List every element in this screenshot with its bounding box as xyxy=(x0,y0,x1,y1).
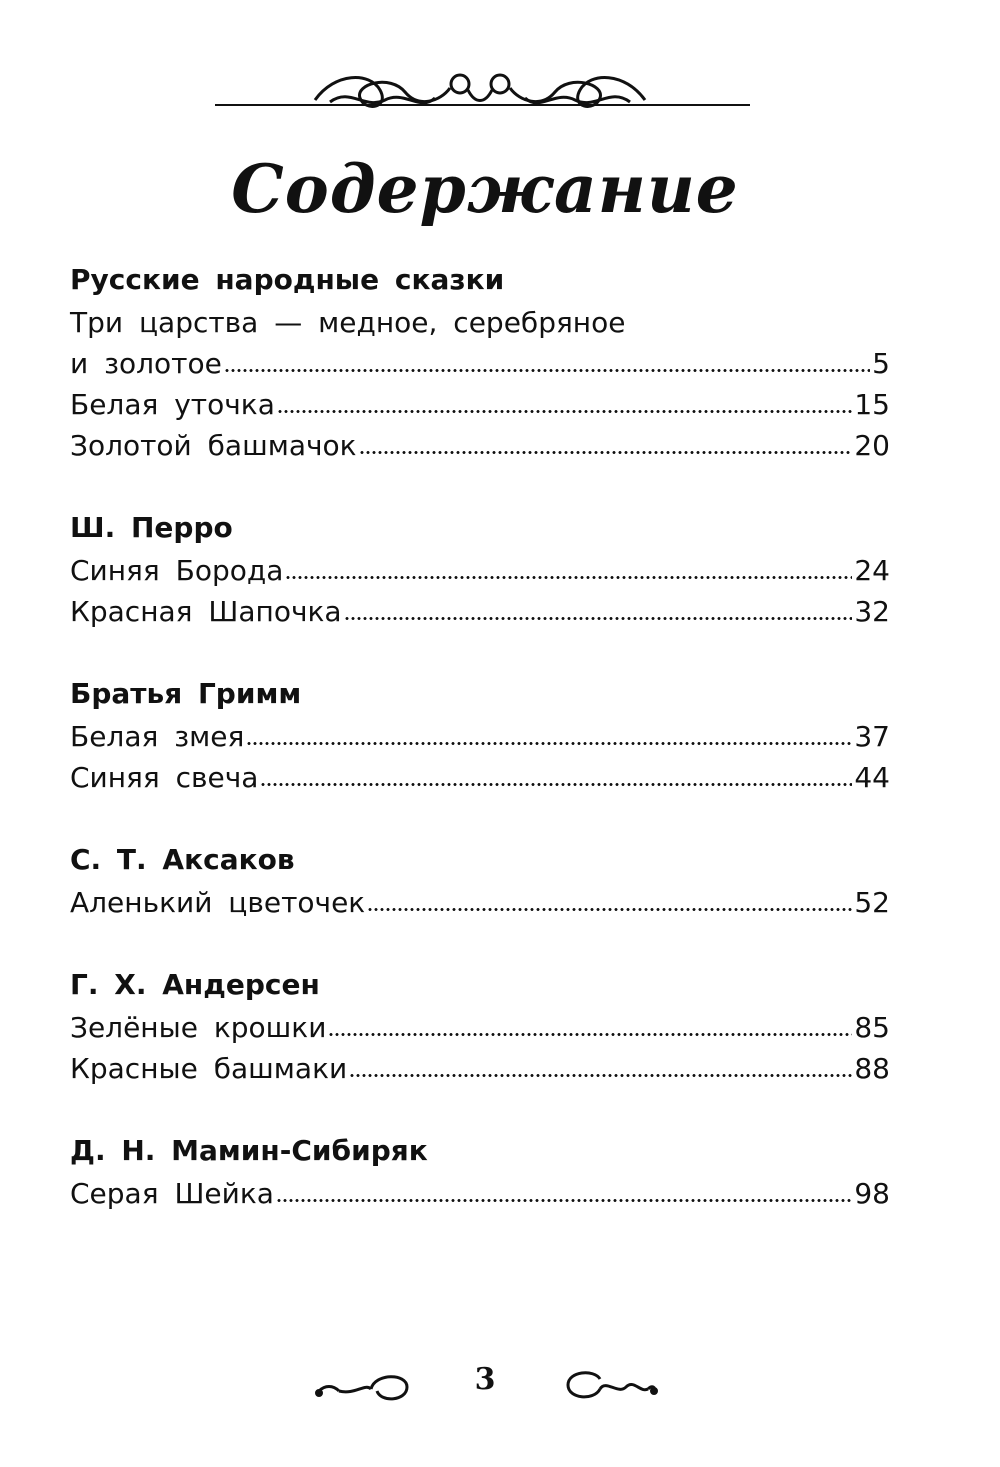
dot-leader xyxy=(349,1073,852,1078)
section-heading: Русские народные сказки xyxy=(70,263,505,296)
toc-entry[interactable] xyxy=(70,716,890,757)
dot-leader xyxy=(285,575,852,580)
flourish-icon xyxy=(310,62,650,117)
entry-title: Серая Шейка xyxy=(70,1177,274,1210)
toc-entry[interactable] xyxy=(70,591,890,632)
section-heading: С. Т. Аксаков xyxy=(70,843,295,876)
entry-page-number: 98 xyxy=(854,1177,890,1210)
entry-title: Красные башмаки xyxy=(70,1052,348,1085)
toc-entry[interactable] xyxy=(70,1048,890,1089)
page-footer xyxy=(315,1360,660,1410)
entry-page-number: 85 xyxy=(854,1011,890,1044)
dot-leader xyxy=(246,741,852,746)
toc-section xyxy=(70,963,890,1089)
toc-section xyxy=(70,672,890,798)
entry-title: Красная Шапочка xyxy=(70,595,342,628)
dot-leader xyxy=(344,616,853,621)
right-flourish-icon xyxy=(560,1365,660,1405)
section-heading: Г. Х. Андерсен xyxy=(70,968,320,1001)
toc-section xyxy=(70,506,890,632)
toc-entry[interactable] xyxy=(70,1173,890,1214)
entry-title-line: Три царства — медное, серебряное xyxy=(70,306,626,339)
page-title: Содержание xyxy=(231,150,739,228)
dot-leader xyxy=(367,907,852,912)
toc-entry[interactable] xyxy=(70,550,890,591)
toc-entry[interactable] xyxy=(70,384,890,425)
table-of-contents xyxy=(70,258,890,1254)
toc-entry[interactable] xyxy=(70,302,890,384)
entry-title: Белая уточка xyxy=(70,388,275,421)
dot-leader xyxy=(328,1032,852,1037)
toc-section xyxy=(70,1129,890,1214)
entry-page-number: 52 xyxy=(854,886,890,919)
toc-entry[interactable] xyxy=(70,425,890,466)
section-heading: Братья Гримм xyxy=(70,677,302,710)
entry-title: Золотой башмачок xyxy=(70,429,357,462)
dot-leader xyxy=(277,409,853,414)
entry-page-number: 32 xyxy=(854,595,890,628)
toc-entry[interactable] xyxy=(70,1007,890,1048)
left-flourish-icon xyxy=(315,1365,415,1405)
dot-leader xyxy=(359,450,853,455)
toc-entry[interactable] xyxy=(70,757,890,798)
section-heading: Д. Н. Мамин-Сибиряк xyxy=(70,1134,428,1167)
entry-page-number: 24 xyxy=(854,554,890,587)
entry-page-number: 20 xyxy=(854,429,890,462)
entry-page-number: 5 xyxy=(872,347,890,380)
entry-title: и золотое xyxy=(70,347,222,380)
entry-title: Синяя свеча xyxy=(70,761,259,794)
entry-title: Белая змея xyxy=(70,720,245,753)
entry-page-number: 15 xyxy=(854,388,890,421)
toc-section xyxy=(70,838,890,923)
entry-title: Аленький цветочек xyxy=(70,886,366,919)
entry-page-number: 88 xyxy=(854,1052,890,1085)
dot-leader xyxy=(276,1198,852,1203)
dot-leader xyxy=(224,368,870,373)
toc-entry[interactable] xyxy=(70,882,890,923)
top-ornament xyxy=(215,62,750,122)
section-heading: Ш. Перро xyxy=(70,511,233,544)
toc-section xyxy=(70,258,890,466)
entry-page-number: 44 xyxy=(854,761,890,794)
entry-title: Зелёные крошки xyxy=(70,1011,327,1044)
entry-title: Синяя Борода xyxy=(70,554,284,587)
page-number: 3 xyxy=(474,1362,496,1397)
entry-page-number: 37 xyxy=(854,720,890,753)
dot-leader xyxy=(260,782,852,787)
